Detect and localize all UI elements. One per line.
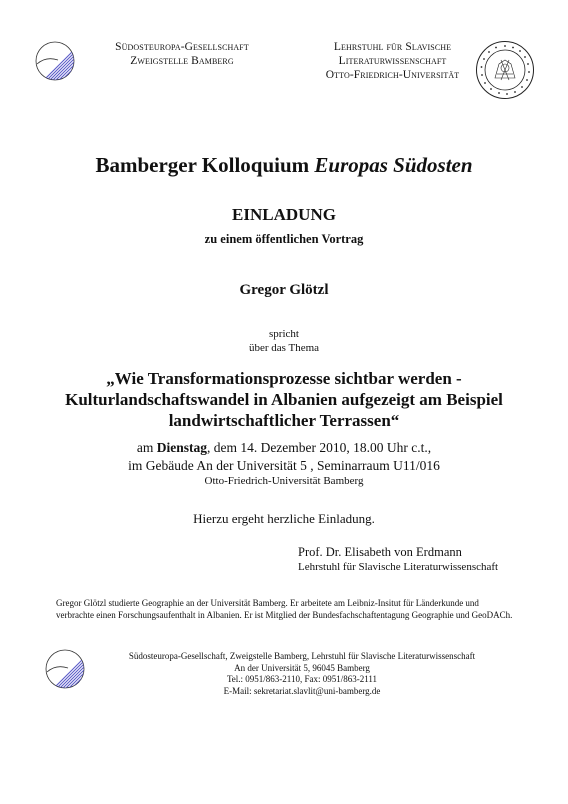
closing-invitation: Hierzu ergeht herzliche Einladung. (193, 511, 375, 526)
page-title (0, 153, 568, 178)
university-seal-icon (475, 40, 535, 100)
header-right-line-2: Literaturwissenschaft (338, 55, 447, 67)
speaker-name: Gregor Glötzl (239, 282, 329, 298)
talk-title-line-1: „Wie Transformationsprozesse sichtbar werden - (106, 369, 462, 388)
header-right-line-1: Lehrstuhl für Slavische (333, 41, 452, 53)
speaks-text: spricht (269, 328, 299, 340)
sog-logo-icon (34, 40, 76, 82)
footer-line-3: Tel.: 0951/863-2110, Fax: 0951/863-2111 (226, 674, 378, 684)
talk-title-line-2: Kulturlandschaftswandel in Albanien aufgezeigt am Beispiel (65, 390, 503, 409)
invitation-heading: EINLADUNG (232, 205, 336, 224)
event-date-rest: , dem 14. Dezember 2010, 18.00 Uhr c.t., (206, 440, 432, 455)
footer-email: E-Mail: sekretariat.slavlit@uni-bamberg.de (223, 685, 381, 696)
footer-contact (110, 651, 494, 697)
event-day: Dienstag (156, 440, 207, 455)
title-main: Bamberger Kolloquium (95, 153, 315, 177)
footer-line-1: Südosteuropa-Gesellschaft, Zweigstelle Bamberg, Lehrstuhl für Slavische Literaturwissenschaft (128, 651, 476, 661)
header-left-line-2: Zweigstelle Bamberg (130, 55, 234, 67)
talk-title-line-3: landwirtschaftlicher Terrassen“ (168, 411, 400, 430)
invitation-subheading: zu einem öffentlichen Vortrag (204, 232, 364, 246)
title-italic: Europas Südosten (314, 153, 473, 177)
signature-role: Lehrstuhl für Slavische Literaturwissenschaft (298, 561, 499, 573)
sog-logo-footer-icon (44, 648, 86, 690)
footer-line-2: An der Universität 5, 96045 Bamberg (234, 662, 370, 673)
about-topic-text: über das Thema (248, 342, 320, 354)
event-date (0, 440, 568, 456)
signature-name: Prof. Dr. Elisabeth von Erdmann (298, 545, 462, 559)
header-left-organization (82, 40, 282, 68)
event-location: im Gebäude An der Universität 5 , Seminarraum U11/016 (128, 458, 440, 473)
talk-title (40, 368, 528, 431)
header-right-line-3: Otto-Friedrich-Universität (325, 69, 460, 81)
event-date-prefix: am (136, 440, 157, 455)
event-institution: Otto-Friedrich-Universität Bamberg (204, 475, 364, 487)
speaker-bio: Gregor Glötzl studierte Geographie an der Universität Bamberg. Er arbeitete am Leibniz-Insitut für Länderkunde und verbrachte einen Forschungsaufenthalt in Albanien. Er ist Mitglied der Bundesfachschaftentagung Geographie und GeoDACh. (56, 598, 513, 620)
header-left-line-1: Südosteuropa-Gesellschaft (115, 41, 249, 53)
header-right-chair (290, 40, 495, 82)
